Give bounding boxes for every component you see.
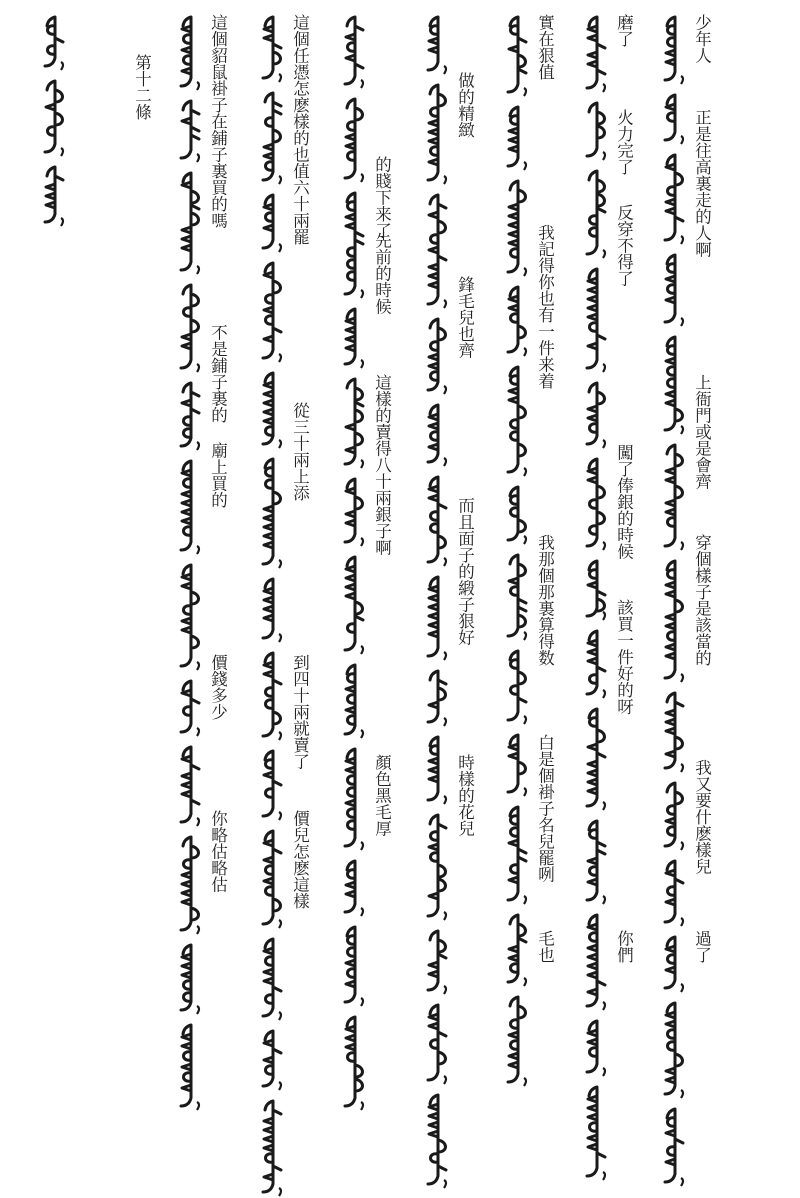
mongolian-glyph [658,152,692,246]
mongolian-glyph [338,554,372,656]
mongolian-glyph [174,678,208,738]
mongolian-glyph [256,650,290,742]
mongolian-glyph [501,484,535,546]
chinese-gloss: 上衙門或是會齊 [692,374,712,490]
mongolian-glyph [580,14,614,94]
mongolian-glyph [421,812,455,922]
mongolian-glyph [580,1084,614,1182]
mongolian-glyph [501,364,535,478]
mongolian-glyph [501,732,535,798]
mongolian-glyph [580,266,614,374]
mongolian-glyph [580,100,614,162]
mongolian-glyph [421,402,455,468]
mongolian-glyph [658,780,692,852]
mongolian-glyph [421,14,455,76]
mongolian-glyph [174,744,208,828]
text-column-c3 [535,14,575,974]
chinese-gloss: 價錢多少 [208,654,228,720]
mongolian-glyph [658,690,692,774]
chinese-gloss: 第十二條 [132,54,152,120]
chinese-gloss: 這個貂鼠褂子在鋪子裏買的嗎 [208,14,228,229]
mongolian-glyph [421,928,455,996]
mongolian-glyph [174,458,208,556]
mongolian-glyph [580,456,614,552]
chinese-gloss: 少年人 [692,14,712,64]
mongolian-glyph [174,834,208,936]
mongolian-glyph [658,558,692,684]
chinese-gloss: 顏色黑毛厚 [372,754,392,837]
mongolian-glyph [658,92,692,146]
mongolian-glyph [421,192,455,310]
chinese-gloss: 毛也 [535,930,555,963]
mongolian-glyph [256,936,290,1022]
mongolian-glyph [580,168,614,260]
mongolian-glyph [501,648,535,726]
chinese-gloss: 反穿不得了 [614,204,634,287]
text-column-c4 [455,14,495,974]
mongolian-glyph [421,1092,455,1190]
mongolian-glyph [658,334,692,436]
chinese-gloss: 你略估略估 [208,810,228,893]
mongolian-glyph [658,1000,692,1100]
chinese-gloss: 到四十兩就賣了 [290,654,310,770]
chinese-gloss: 我那個那裏算得数 [535,534,555,666]
chinese-gloss: 穿個樣子是該當的 [692,534,712,666]
mongolian-glyph [580,706,614,812]
chinese-gloss: 我記得你也有一件来着 [535,224,555,389]
chinese-gloss: 價兒怎麽這樣 [290,810,310,909]
mongolian-glyph [256,1098,290,1198]
chinese-gloss: 過了 [692,930,712,963]
mongolian-glyph [658,14,692,86]
mongolian-glyph [256,828,290,930]
chinese-gloss: 火力完了 [614,109,634,175]
mongolian-glyph [338,858,372,918]
text-column-c7 [208,14,248,974]
chinese-gloss: 你們 [614,930,634,963]
mongolian-glyph [174,380,208,452]
chinese-gloss: 先前的時候 [372,232,392,315]
chinese-gloss: 磨了 [614,14,634,47]
mongolian-glyph [501,804,535,906]
chinese-gloss: 時樣的花兒 [455,754,475,837]
text-column-c9 [72,14,112,974]
mongolian-glyph [38,14,72,72]
mongolian-glyph [256,370,290,450]
mongolian-glyph [256,192,290,254]
mongolian-glyph [174,98,208,164]
mongolian-glyph [338,1014,372,1112]
chinese-gloss: 這個任憑怎麽樣的也值六十兩罷 [290,14,310,245]
mongolian-glyph [421,574,455,662]
chinese-gloss: 我又要什麽樣兒 [692,759,712,875]
mongolian-glyph [256,1028,290,1092]
chinese-gloss: 做的精緻 [455,72,475,138]
text-column-c5 [372,14,412,974]
chinese-gloss: 白是個褂子名兒罷咧 [535,734,555,883]
mongolian-glyph [174,562,208,672]
mongolian-glyph [501,284,535,358]
mongolian-glyph [501,994,535,1088]
mongolian-glyph [338,190,372,300]
chinese-gloss: 而且面子的緞子狠好 [455,497,475,646]
chinese-gloss: 的賤下来了 [372,156,392,239]
chinese-gloss: 廟上買的 [208,442,228,508]
mongolian-glyph [421,1002,455,1086]
mongolian-glyph [580,912,614,1012]
mongolian-glyph [421,734,455,806]
mongolian-glyph [174,1022,208,1112]
mongolian-glyph [580,380,614,450]
chinese-gloss: 正是往高裏走的人啊 [692,109,712,258]
mongolian-glyph [256,748,290,822]
mongolian-glyph [580,1018,614,1078]
mongolian-glyph [501,552,535,642]
mongolian-glyph [174,942,208,1016]
mongolian-glyph [38,78,72,158]
mongolian-glyph [174,170,208,276]
chinese-gloss: 從三十兩上添 [290,402,310,501]
mongolian-glyph [256,456,290,570]
mongolian-glyph [658,858,692,928]
mongolian-glyph [580,818,614,906]
mongolian-glyph [501,14,535,98]
mongolian-glyph [256,14,290,84]
mongolian-glyph [658,1106,692,1188]
mongolian-glyph [658,934,692,994]
mongolian-glyph [338,306,372,370]
mongolian-glyph [421,316,455,396]
mongolian-glyph [174,282,208,374]
mongolian-glyph [338,662,372,740]
mongolian-glyph [338,924,372,1008]
mongolian-glyph [421,82,455,186]
mongolian-glyph [501,104,535,172]
chinese-gloss: 不是鋪子裏的 [208,324,228,423]
mongolian-glyph [501,178,535,278]
mongolian-glyph [38,164,72,228]
mongolian-glyph [580,558,614,622]
mongolian-glyph [658,442,692,552]
chinese-gloss: 鋒毛兒也齊 [455,276,475,359]
mongolian-glyph [658,252,692,328]
mongolian-glyph [256,260,290,364]
mongolian-glyph [338,746,372,852]
text-column-c2 [614,14,654,974]
mongolian-glyph [421,474,455,568]
mongolian-glyph [338,376,372,470]
mongolian-glyph [501,912,535,988]
mongolian-glyph [174,14,208,92]
text-column-c6 [290,14,330,974]
chinese-gloss: 該買一件好的呀 [614,599,634,715]
mongolian-glyph [421,668,455,728]
mongolian-glyph [256,90,290,186]
mongolian-glyph [338,14,372,90]
mongolian-glyph [338,476,372,548]
text-column-c8 [132,14,172,974]
mongolian-glyph [256,576,290,644]
text-column-c1 [692,14,732,974]
mongolian-glyph [580,628,614,700]
chinese-gloss: 實在狠值 [535,14,555,80]
mongolian-glyph [338,96,372,184]
chinese-gloss: 這樣的賣得八十兩銀子啊 [372,374,392,556]
chinese-gloss: 闖了俸銀的時候 [614,444,634,560]
